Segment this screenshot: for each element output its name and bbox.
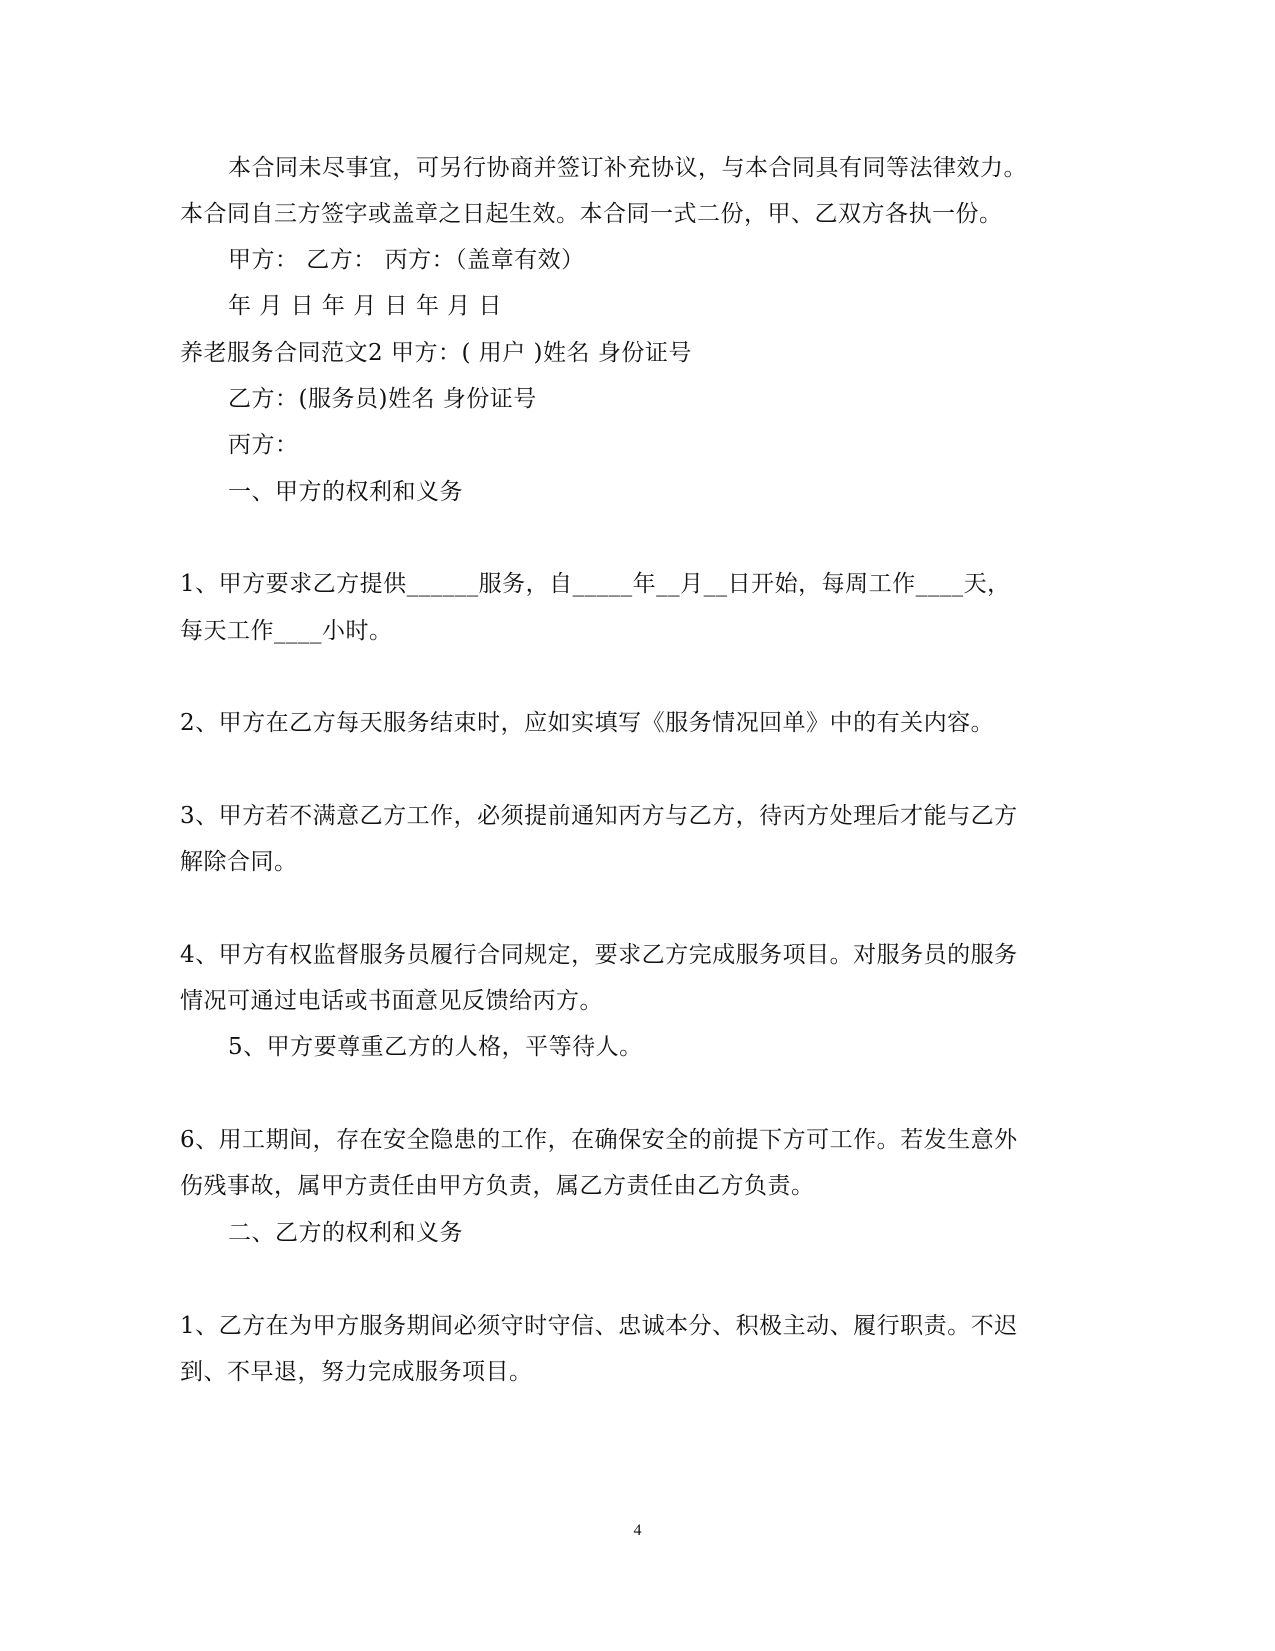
page-number: 4 bbox=[633, 1522, 642, 1539]
paragraph-line: 本合同自三方签字或盖章之日起生效。本合同一式二份，甲、乙双方各执一份。 bbox=[180, 201, 1003, 227]
section-heading: 一、甲方的权利和义务 bbox=[228, 479, 463, 505]
party-c-line: 丙方： bbox=[228, 432, 299, 458]
clause-line: 解除合同。 bbox=[180, 849, 298, 875]
clause-line: 到、不早退，努力完成服务项目。 bbox=[180, 1359, 533, 1385]
clause-line: 伤残事故，属甲方责任由甲方负责，属乙方责任由乙方负责。 bbox=[180, 1173, 815, 1199]
clause-line: 2、甲方在乙方每天服务结束时，应如实填写《服务情况回单》中的有关内容。 bbox=[180, 710, 995, 736]
date-line: 年 月 日 年 月 日 年 月 日 bbox=[228, 293, 502, 319]
party-b-line: 乙方：(服务员)姓名 身份证号 bbox=[228, 386, 537, 412]
contract-title-line: 养老服务合同范文2 甲方：( 用户 )姓名 身份证号 bbox=[180, 340, 692, 366]
clause-line: 3、甲方若不满意乙方工作，必须提前通知丙方与乙方，待丙方处理后才能与乙方 bbox=[180, 803, 1018, 829]
clause-line: 1、甲方要求乙方提供______服务，自_____年__月__日开始，每周工作____天， bbox=[180, 571, 1011, 597]
clause-line: 6、用工期间，存在安全隐患的工作，在确保安全的前提下方可工作。若发生意外 bbox=[180, 1127, 1018, 1153]
clause-line: 1、乙方在为甲方服务期间必须守时守信、忠诚本分、积极主动、履行职责。不迟 bbox=[180, 1313, 1018, 1339]
section-heading: 二、乙方的权利和义务 bbox=[228, 1220, 463, 1246]
clause-line: 5、甲方要尊重乙方的人格，平等待人。 bbox=[228, 1034, 643, 1060]
signature-parties-line: 甲方： 乙方： 丙方：（盖章有效） bbox=[228, 247, 585, 273]
clause-line: 每天工作____小时。 bbox=[180, 618, 393, 644]
clause-line: 4、甲方有权监督服务员履行合同规定，要求乙方完成服务项目。对服务员的服务 bbox=[180, 942, 1018, 968]
clause-line: 情况可通过电话或书面意见反馈给丙方。 bbox=[180, 988, 603, 1014]
paragraph-line: 本合同未尽事宜，可另行协商并签订补充协议，与本合同具有同等法律效力。 bbox=[228, 155, 1027, 181]
